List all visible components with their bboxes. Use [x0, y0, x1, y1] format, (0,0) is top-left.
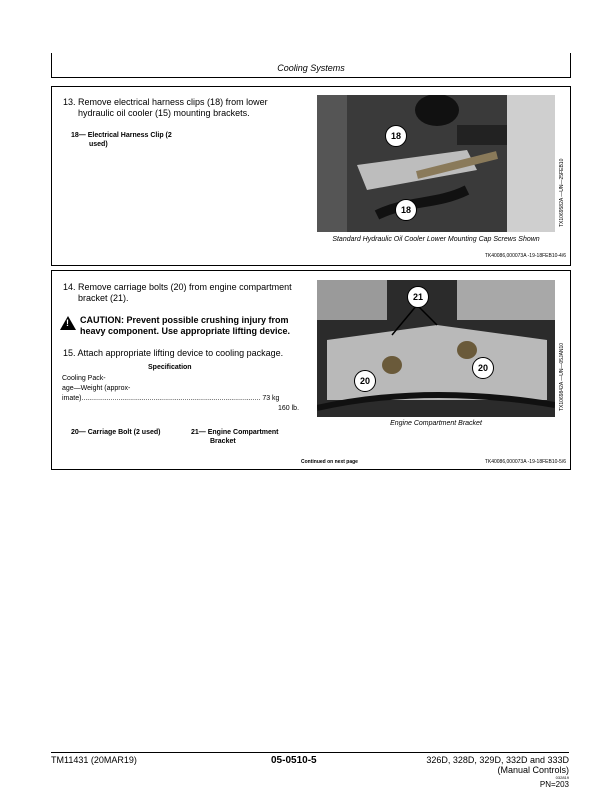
step-13-text: 13. Remove electrical harness clips (18) from lower [63, 97, 268, 107]
exclamation-icon: ! [66, 318, 69, 328]
step-13-text-cont: hydraulic oil cooler (15) mounting brackets. [78, 108, 250, 118]
legend-18-cont: used) [89, 141, 108, 148]
callout-21: 21 [407, 286, 429, 308]
date-code: 032819 [555, 775, 569, 780]
spec-label-1: Cooling Pack- [62, 375, 106, 382]
header-frame [51, 53, 571, 78]
legend-21: 21— Engine Compartment [191, 429, 279, 436]
oil-cooler-illustration [317, 95, 555, 232]
callout-18-lower: 18 [395, 199, 417, 221]
engine-bracket-illustration [317, 280, 555, 417]
caution-text-cont: heavy component. Use appropriate lifting device. [80, 326, 291, 336]
callout-18-upper: 18 [385, 125, 407, 147]
step-14-box [51, 270, 571, 470]
legend-18: 18— Electrical Harness Clip (2 [71, 132, 172, 139]
callout-20-right: 20 [472, 357, 494, 379]
legend-21-cont: Bracket [210, 438, 236, 445]
page-title: Cooling Systems [277, 63, 345, 73]
photo-caption-2: Engine Compartment Bracket [390, 420, 482, 427]
step-14-text: 14. Remove carriage bolts (20) from engine compartment [63, 282, 292, 292]
spec-label-2: age—Weight (approx- [62, 385, 131, 392]
reference-code-1: TK40086,000073A -19-18FEB10-4/6 [484, 253, 566, 259]
spec-heading: Specification [148, 364, 192, 371]
caution-text: CAUTION: Prevent possible crushing injury from [80, 315, 289, 325]
step-14-text-cont: bracket (21). [78, 293, 129, 303]
image-id-2: TX1069842A —UN—05JAN10 [559, 342, 565, 411]
footer-rule [51, 752, 569, 753]
oil-cooler-photo [317, 95, 555, 232]
spec-label-3: imate)............................................................................................ 73 kg [62, 395, 280, 402]
reference-code-2: TK40086,000073A -19-18FEB10-5/6 [484, 459, 566, 465]
callout-20-left: 20 [354, 370, 376, 392]
manual-id: TM11431 (20MAR19) [51, 755, 137, 765]
image-id-1: TX1069582A —UN—25FEB10 [559, 158, 565, 227]
step-15-text: 15. Attach appropriate lifting device to cooling package. [63, 348, 284, 358]
page-number: 05-0510-5 [271, 755, 317, 766]
step-13-box [51, 86, 571, 266]
pn-number: PN=203 [539, 780, 569, 789]
controls-type: (Manual Controls) [497, 765, 569, 775]
model-list: 326D, 328D, 329D, 332D and 333D [426, 755, 569, 765]
legend-20: 20— Carriage Bolt (2 used) [71, 429, 161, 436]
spec-value-lb: 160 lb. [278, 405, 300, 412]
engine-bracket-photo [317, 280, 555, 417]
photo-caption-1: Standard Hydraulic Oil Cooler Lower Mounting Cap Screws Shown [332, 236, 540, 243]
continued-note: Continued on next page [301, 459, 358, 465]
